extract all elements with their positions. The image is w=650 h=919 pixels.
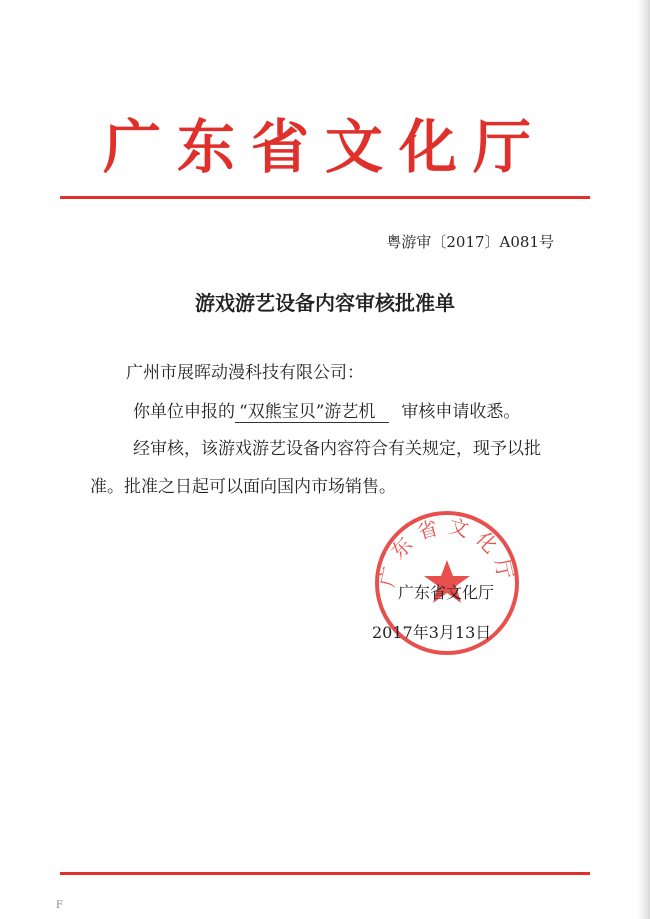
seal-text: 广东省文化厅 <box>374 513 520 590</box>
paragraph-1-suffix: 审核申请收悉。 <box>401 402 521 422</box>
product-name: “双熊宝贝”游艺机 <box>235 397 389 423</box>
issue-date: 2017年3月13日 <box>372 623 492 642</box>
body-paragraph-2: 经审核，该游戏游艺设备内容符合有关规定，现予以批 <box>133 439 541 459</box>
body-paragraph-2-continued: 准。批准之日起可以面向国内市场销售。 <box>90 477 396 497</box>
issuer-signature: 广东省文化厅 <box>398 583 495 602</box>
addressee: 广州市展晖动漫科技有限公司： <box>126 363 364 383</box>
paragraph-1-prefix: 你单位申报的 <box>133 402 235 422</box>
body-paragraph-1 <box>133 397 520 423</box>
header-red-rule <box>60 196 590 199</box>
issuing-authority-header: 广东省文化厅 <box>102 113 547 181</box>
document-number: 粤游审〔2017〕A081号 <box>386 233 554 251</box>
document-title: 游戏游艺设备内容审核批准单 <box>195 291 455 315</box>
footer-mark: F <box>56 900 63 911</box>
footer-red-rule <box>60 872 590 875</box>
